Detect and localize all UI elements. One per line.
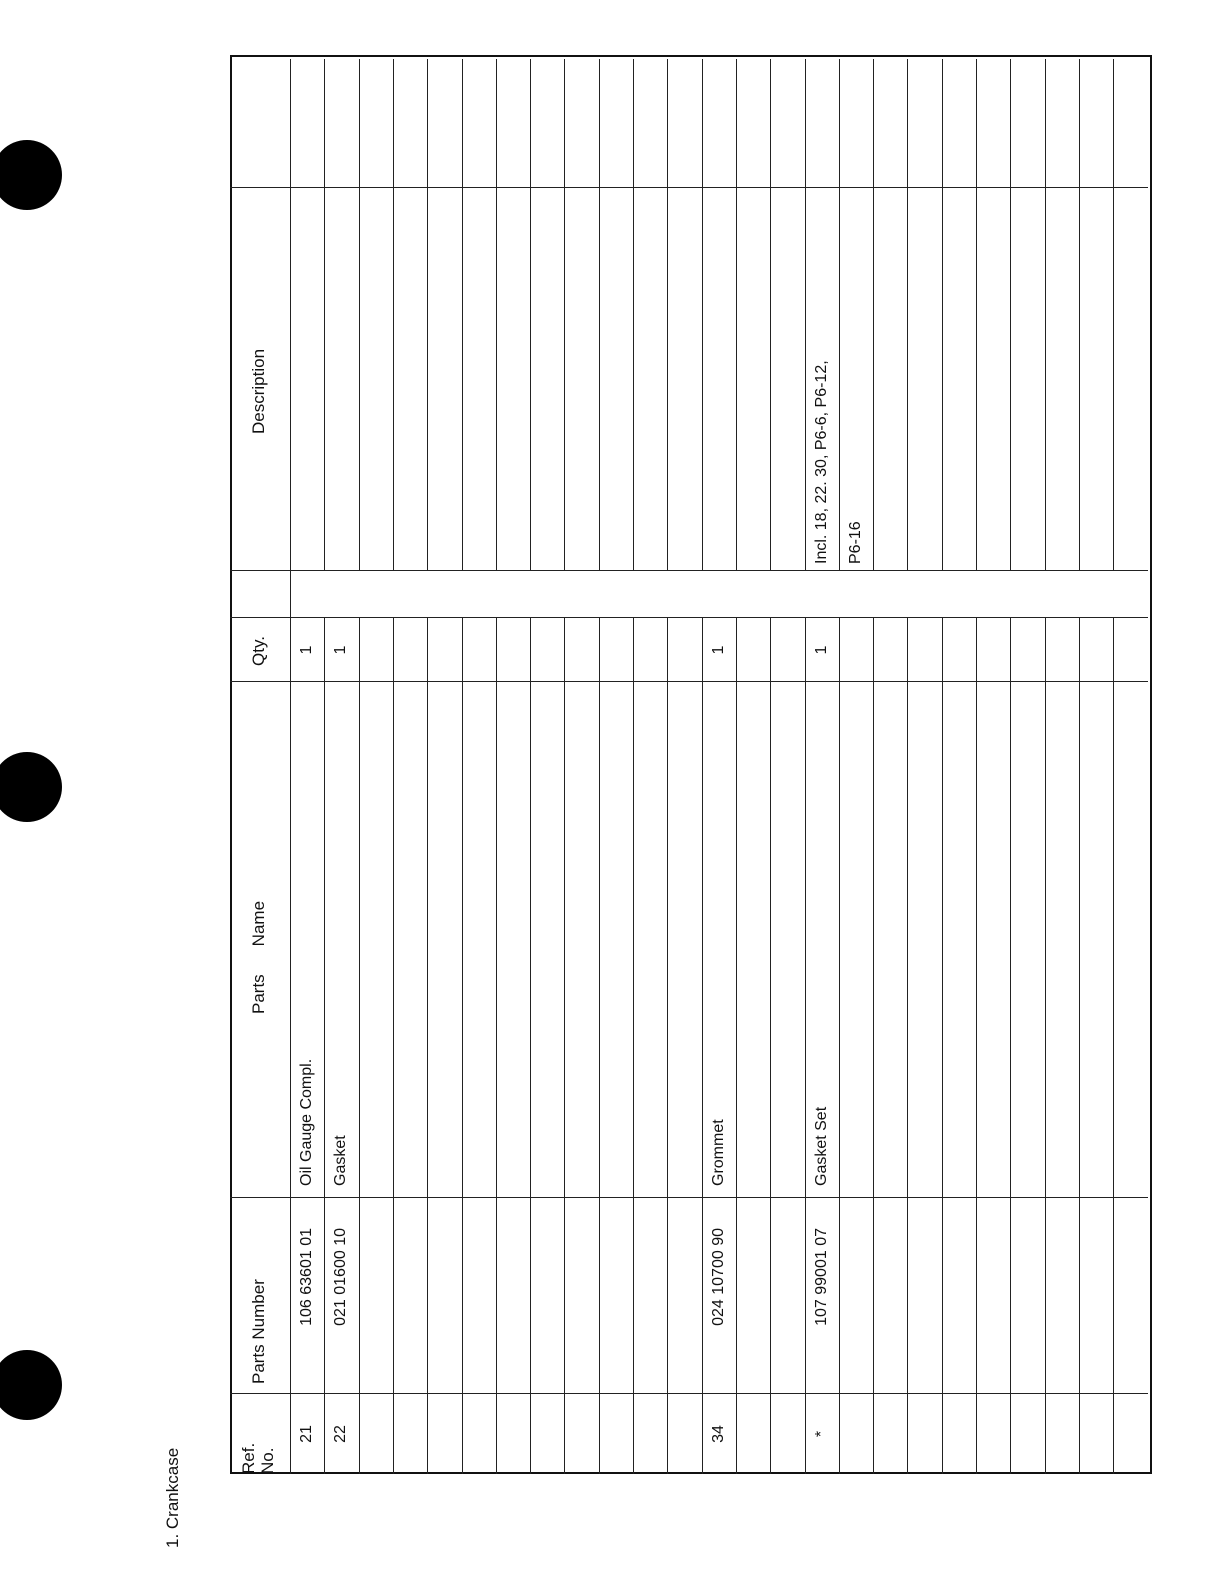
ref-no-cell [496, 1394, 530, 1474]
parts-number-cell [770, 1228, 804, 1394]
qty-cell [530, 618, 564, 682]
qty-cell [393, 618, 427, 682]
ref-no-cell [770, 1394, 804, 1474]
parts-name-cell: Oil Gauge Compl. [298, 1058, 315, 1186]
parts-number-cell [1079, 1228, 1113, 1394]
row-line [736, 59, 737, 571]
ref-no-cell [393, 1394, 427, 1474]
parts-number-cell: 024 10700 90 [709, 1228, 727, 1326]
row-line [599, 59, 600, 571]
qty-cell [359, 618, 393, 682]
row-line [462, 59, 463, 571]
parts-number-cell [393, 1228, 427, 1394]
ref-no-cell: 34 [709, 1425, 727, 1443]
ref-no-cell [462, 1394, 496, 1474]
parts-number-cell [427, 1228, 461, 1394]
qty-cell [736, 618, 770, 682]
row-line [702, 59, 703, 571]
row-line [976, 59, 977, 571]
ref-no-cell [530, 1394, 564, 1474]
header-parts-name-a: Parts [248, 974, 268, 1014]
ref-no-cell [1045, 1394, 1079, 1474]
qty-cell [667, 618, 701, 682]
row-line [496, 59, 497, 571]
parts-number-cell: 107 99001 07 [812, 1228, 830, 1326]
parts-number-cell [496, 1228, 530, 1394]
qty-cell: 1 [812, 645, 830, 655]
qty-cell [564, 618, 598, 682]
row-line [633, 59, 634, 571]
row-line [942, 59, 943, 571]
parts-number-cell [907, 1228, 941, 1394]
header-ref-line1: Ref. [239, 1442, 259, 1474]
description-cell: P6-16 [846, 521, 864, 564]
row-line [1113, 59, 1114, 571]
row-line [667, 59, 668, 571]
ref-no-cell [907, 1394, 941, 1474]
qty-cell [1113, 618, 1147, 682]
parts-number-cell [564, 1228, 598, 1394]
qty-cell [462, 618, 496, 682]
section-title: 1. Crankcase [163, 1447, 182, 1548]
header-qty: Qty. [248, 636, 268, 666]
qty-cell: 1 [709, 645, 727, 655]
header-parts-name-b: Name [248, 900, 268, 947]
parts-number-cell [1045, 1228, 1079, 1394]
row-line [393, 59, 394, 571]
row-line [839, 59, 840, 571]
parts-name-cell: Grommet [709, 1119, 727, 1186]
qty-cell: 1 [332, 645, 350, 655]
row-line [359, 59, 360, 571]
qty-cell [1079, 618, 1113, 682]
row-line [427, 59, 428, 571]
parts-number-cell [633, 1228, 667, 1394]
header-parts-number: Parts Number [248, 1279, 268, 1384]
parts-number-cell [599, 1228, 633, 1394]
parts-number-cell [736, 1228, 770, 1394]
parts-name-cell: Gasket Set [812, 1106, 830, 1186]
qty-cell [599, 618, 633, 682]
row-line [770, 59, 771, 571]
ref-no-cell [599, 1394, 633, 1474]
ref-no-cell: 22 [332, 1425, 350, 1443]
qty-cell [1045, 618, 1079, 682]
ref-no-cell [1079, 1394, 1113, 1474]
row-line [564, 59, 565, 571]
parts-number-cell [530, 1228, 564, 1394]
row-line [1079, 59, 1080, 571]
parts-name-cell: Gasket [332, 1135, 350, 1186]
ref-no-cell [1010, 1394, 1044, 1474]
qty-cell [496, 618, 530, 682]
ref-no-cell [427, 1394, 461, 1474]
qty-cell [907, 618, 941, 682]
parts-number-cell [873, 1228, 907, 1394]
ref-no-cell [873, 1394, 907, 1474]
ref-no-cell [667, 1394, 701, 1474]
header-ref-line2: No. [258, 1447, 277, 1474]
qty-cell [633, 618, 667, 682]
parts-number-cell [667, 1228, 701, 1394]
parts-number-cell: 106 63601 01 [298, 1228, 315, 1326]
qty-cell [427, 618, 461, 682]
parts-number-cell [839, 1228, 873, 1394]
parts-number-cell: 021 01600 10 [332, 1228, 350, 1326]
ref-no-cell [736, 1394, 770, 1474]
parts-number-cell [359, 1228, 393, 1394]
row-line [907, 59, 908, 571]
ref-no-cell: 21 [298, 1425, 315, 1443]
ref-no-cell [976, 1394, 1010, 1474]
qty-cell: 1 [298, 645, 315, 655]
qty-cell [770, 618, 804, 682]
ref-no-cell: * [812, 1430, 830, 1438]
description-cell: Incl. 18, 22. 30, P6-6, P6-12, [812, 360, 830, 564]
qty-cell [1010, 618, 1044, 682]
row-line [1045, 59, 1046, 571]
parts-number-cell [942, 1228, 976, 1394]
parts-number-cell [1010, 1228, 1044, 1394]
qty-cell [976, 618, 1010, 682]
header-description: Description [248, 348, 268, 434]
parts-number-cell [462, 1228, 496, 1394]
qty-cell [873, 618, 907, 682]
row-line [324, 59, 325, 571]
row-line [1010, 59, 1011, 571]
ref-no-cell [564, 1394, 598, 1474]
ref-no-cell [359, 1394, 393, 1474]
parts-number-cell [976, 1228, 1010, 1394]
row-line [530, 59, 531, 571]
ref-no-cell [633, 1394, 667, 1474]
ref-no-cell [839, 1394, 873, 1474]
ref-no-cell [942, 1394, 976, 1474]
qty-cell [839, 618, 873, 682]
qty-cell [942, 618, 976, 682]
row-line [873, 59, 874, 571]
ref-no-cell [1113, 1394, 1147, 1474]
parts-number-cell [1113, 1228, 1147, 1394]
